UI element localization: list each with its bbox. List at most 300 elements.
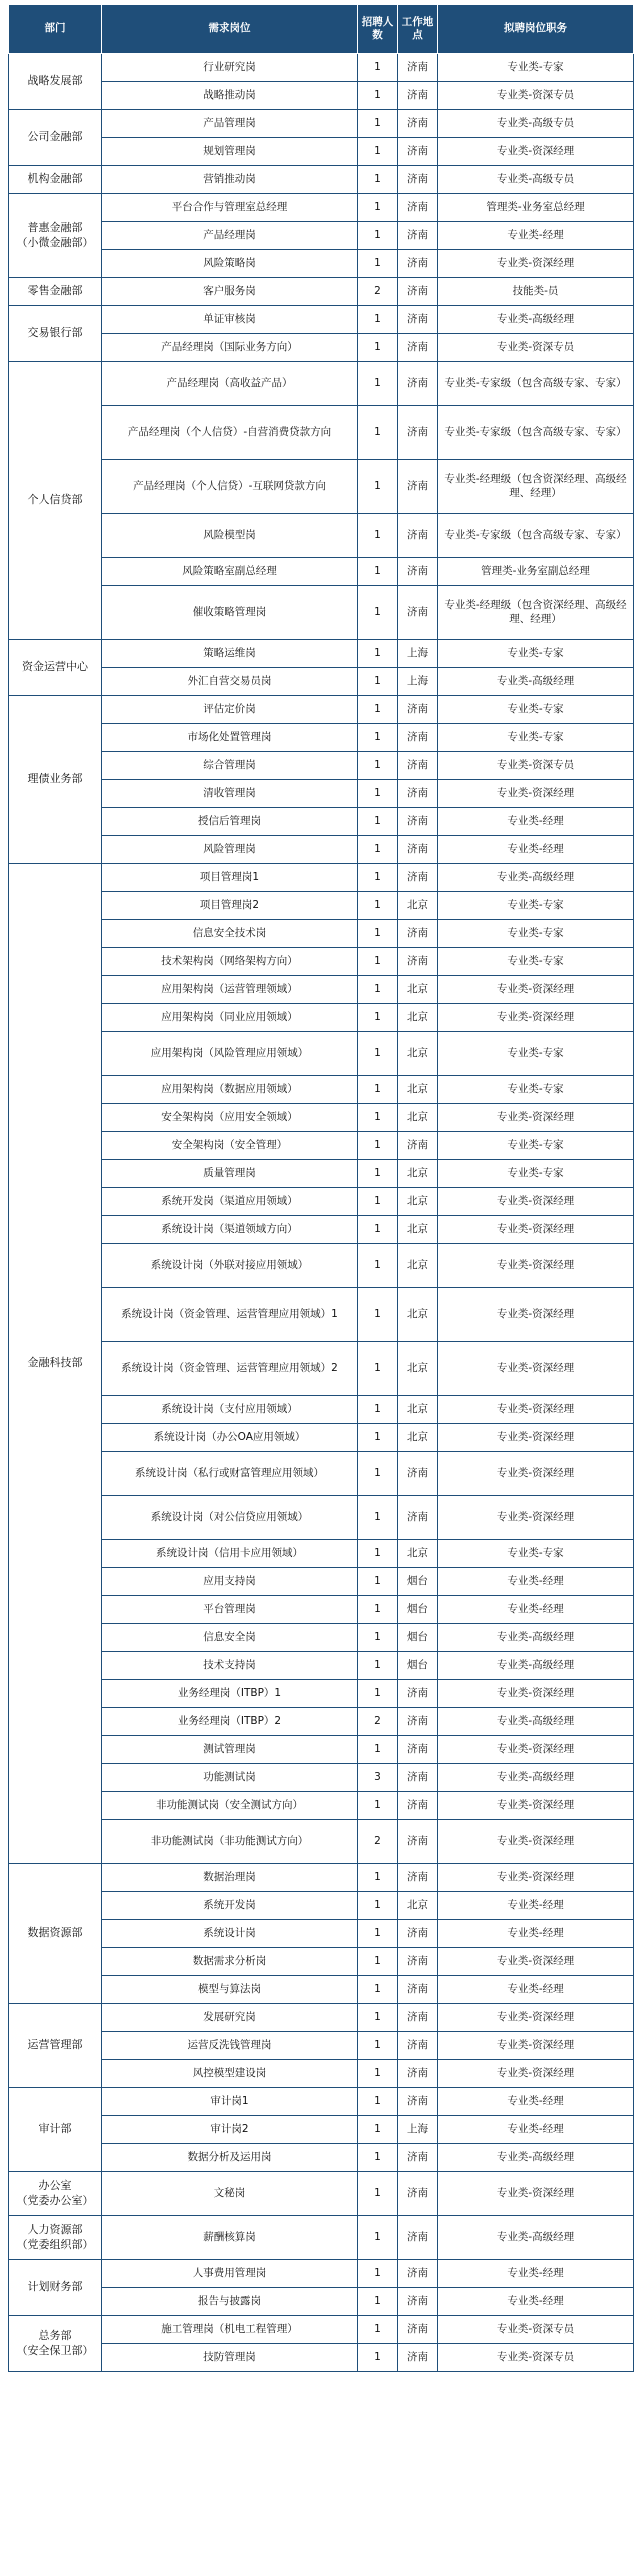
location-cell: 济南	[398, 110, 438, 138]
location-cell: 济南	[398, 138, 438, 166]
location-cell: 济南	[398, 2032, 438, 2060]
dept-cell: 人力资源部 （党委组织部）	[9, 2216, 102, 2260]
table-row	[9, 1596, 634, 1624]
count-cell: 1	[358, 892, 398, 920]
table-row	[9, 668, 634, 696]
title-cell: 专业类-经理	[438, 2260, 634, 2288]
table-row	[9, 1396, 634, 1424]
title-cell: 专业类-经理	[438, 2088, 634, 2116]
position-cell: 外汇自营交易员岗	[102, 668, 358, 696]
position-cell: 发展研究岗	[102, 2004, 358, 2032]
dept-cell: 理债业务部	[9, 696, 102, 864]
table-row	[9, 2004, 634, 2032]
position-cell: 应用架构岗（同业应用领域）	[102, 1004, 358, 1032]
table-row	[9, 2172, 634, 2216]
position-cell: 系统设计岗（资金管理、运营管理应用领域）1	[102, 1288, 358, 1342]
title-cell: 专业类-专家	[438, 892, 634, 920]
count-cell: 1	[358, 724, 398, 752]
table-row	[9, 1452, 634, 1496]
title-cell: 专业类-经理	[438, 2288, 634, 2316]
count-cell: 1	[358, 1104, 398, 1132]
count-cell: 1	[358, 1160, 398, 1188]
location-cell: 济南	[398, 1496, 438, 1540]
location-cell: 上海	[398, 2116, 438, 2144]
table-row	[9, 920, 634, 948]
count-cell: 1	[358, 1596, 398, 1624]
title-cell: 专业类-经理级（包含资深经理、高级经理、经理）	[438, 460, 634, 514]
location-cell: 北京	[398, 1424, 438, 1452]
location-cell: 济南	[398, 752, 438, 780]
table-row	[9, 1764, 634, 1792]
title-cell: 专业类-高级经理	[438, 1652, 634, 1680]
location-cell: 济南	[398, 1764, 438, 1792]
table-row	[9, 1820, 634, 1864]
table-row	[9, 780, 634, 808]
count-cell: 1	[358, 166, 398, 194]
dept-cell: 办公室 （党委办公室）	[9, 2172, 102, 2216]
title-cell: 专业类-资深专员	[438, 2316, 634, 2344]
count-cell: 3	[358, 1764, 398, 1792]
table-row	[9, 1540, 634, 1568]
title-cell: 专业类-资深专员	[438, 334, 634, 362]
title-cell: 专业类-专家	[438, 1032, 634, 1076]
count-cell: 1	[358, 1288, 398, 1342]
location-cell: 北京	[398, 1160, 438, 1188]
position-cell: 业务经理岗（ITBP）1	[102, 1680, 358, 1708]
count-cell: 1	[358, 2144, 398, 2172]
location-cell: 济南	[398, 2060, 438, 2088]
position-cell: 信息安全技术岗	[102, 920, 358, 948]
table-row	[9, 2144, 634, 2172]
title-cell: 专业类-高级专员	[438, 166, 634, 194]
table-row	[9, 1288, 634, 1342]
location-cell: 济南	[398, 2172, 438, 2216]
count-cell: 1	[358, 460, 398, 514]
count-cell: 1	[358, 2260, 398, 2288]
table-row	[9, 1216, 634, 1244]
title-cell: 专业类-高级经理	[438, 1708, 634, 1736]
title-cell: 专业类-资深经理	[438, 1424, 634, 1452]
title-cell: 专业类-高级经理	[438, 2216, 634, 2260]
position-cell: 系统开发岗	[102, 1892, 358, 1920]
position-cell: 测试管理岗	[102, 1736, 358, 1764]
position-cell: 模型与算法岗	[102, 1976, 358, 2004]
table-row	[9, 1624, 634, 1652]
position-cell: 人事费用管理岗	[102, 2260, 358, 2288]
location-cell: 济南	[398, 1680, 438, 1708]
position-cell: 催收策略管理岗	[102, 586, 358, 640]
count-cell: 1	[358, 2316, 398, 2344]
title-cell: 专业类-高级经理	[438, 1624, 634, 1652]
title-cell: 专业类-高级经理	[438, 668, 634, 696]
location-cell: 北京	[398, 1396, 438, 1424]
table-row	[9, 1948, 634, 1976]
position-cell: 产品经理岗（高收益产品）	[102, 362, 358, 406]
count-cell: 1	[358, 2288, 398, 2316]
count-cell: 1	[358, 1452, 398, 1496]
count-cell: 1	[358, 976, 398, 1004]
count-cell: 1	[358, 2060, 398, 2088]
title-cell: 专业类-资深经理	[438, 2004, 634, 2032]
count-cell: 1	[358, 1032, 398, 1076]
position-cell: 系统设计岗（支付应用领域）	[102, 1396, 358, 1424]
table-row	[9, 892, 634, 920]
title-cell: 技能类-员	[438, 278, 634, 306]
count-cell: 1	[358, 1892, 398, 1920]
title-cell: 专业类-资深经理	[438, 1948, 634, 1976]
title-cell: 专业类-经理级（包含资深经理、高级经理、经理）	[438, 586, 634, 640]
title-cell: 专业类-高级经理	[438, 864, 634, 892]
count-cell: 1	[358, 1652, 398, 1680]
location-cell: 济南	[398, 2004, 438, 2032]
title-cell: 专业类-资深经理	[438, 780, 634, 808]
count-cell: 1	[358, 1004, 398, 1032]
location-cell: 济南	[398, 836, 438, 864]
location-cell: 济南	[398, 864, 438, 892]
location-cell: 烟台	[398, 1624, 438, 1652]
position-cell: 非功能测试岗（安全测试方向）	[102, 1792, 358, 1820]
location-cell: 济南	[398, 54, 438, 82]
table-row	[9, 836, 634, 864]
count-cell: 2	[358, 1820, 398, 1864]
count-cell: 1	[358, 586, 398, 640]
table-row	[9, 460, 634, 514]
location-cell: 北京	[398, 1076, 438, 1104]
count-cell: 1	[358, 1920, 398, 1948]
location-cell: 济南	[398, 166, 438, 194]
location-cell: 北京	[398, 1540, 438, 1568]
table-row	[9, 976, 634, 1004]
location-cell: 济南	[398, 194, 438, 222]
position-cell: 安全架构岗（安全管理）	[102, 1132, 358, 1160]
location-cell: 北京	[398, 892, 438, 920]
title-cell: 专业类-资深经理	[438, 1188, 634, 1216]
table-row	[9, 2088, 634, 2116]
dept-cell: 数据资源部	[9, 1864, 102, 2004]
table-row	[9, 166, 634, 194]
count-cell: 1	[358, 1624, 398, 1652]
title-cell: 专业类-专家	[438, 1132, 634, 1160]
title-cell: 专业类-专家	[438, 696, 634, 724]
title-cell: 专业类-专家	[438, 1076, 634, 1104]
table-row	[9, 138, 634, 166]
title-cell: 专业类-高级经理	[438, 1764, 634, 1792]
table-row	[9, 558, 634, 586]
position-cell: 功能测试岗	[102, 1764, 358, 1792]
table-row	[9, 110, 634, 138]
title-cell: 专业类-资深专员	[438, 2344, 634, 2372]
table-row	[9, 1160, 634, 1188]
location-cell: 济南	[398, 250, 438, 278]
title-cell: 专业类-专家	[438, 724, 634, 752]
title-cell: 专业类-资深经理	[438, 1864, 634, 1892]
table-row	[9, 406, 634, 460]
position-cell: 应用架构岗（运营管理领域）	[102, 976, 358, 1004]
count-cell: 1	[358, 1496, 398, 1540]
dept-cell: 资金运营中心	[9, 640, 102, 696]
count-cell: 1	[358, 780, 398, 808]
table-row	[9, 1568, 634, 1596]
position-cell: 信息安全岗	[102, 1624, 358, 1652]
position-cell: 平台管理岗	[102, 1596, 358, 1624]
count-cell: 1	[358, 138, 398, 166]
count-cell: 1	[358, 696, 398, 724]
title-cell: 专业类-资深经理	[438, 1792, 634, 1820]
position-cell: 应用架构岗（风险管理应用领域）	[102, 1032, 358, 1076]
position-cell: 产品经理岗（个人信贷）-互联网贷款方向	[102, 460, 358, 514]
table-row	[9, 2344, 634, 2372]
title-cell: 专业类-资深经理	[438, 1736, 634, 1764]
count-cell: 1	[358, 1424, 398, 1452]
title-cell: 管理类-业务室总经理	[438, 194, 634, 222]
location-cell: 北京	[398, 1188, 438, 1216]
table-row	[9, 2260, 634, 2288]
position-cell: 战略推动岗	[102, 82, 358, 110]
position-cell: 营销推动岗	[102, 166, 358, 194]
table-row	[9, 54, 634, 82]
title-cell: 专业类-高级专员	[438, 110, 634, 138]
position-cell: 技术支持岗	[102, 1652, 358, 1680]
location-cell: 北京	[398, 1342, 438, 1396]
table-body	[9, 54, 634, 2372]
location-cell: 济南	[398, 2344, 438, 2372]
count-cell: 1	[358, 558, 398, 586]
table-header-row	[9, 5, 634, 54]
position-cell: 技术架构岗（网络架构方向）	[102, 948, 358, 976]
title-cell: 专业类-资深经理	[438, 1496, 634, 1540]
header-title: 拟聘岗位职务	[438, 5, 634, 54]
table-row	[9, 222, 634, 250]
title-cell: 专业类-经理	[438, 1920, 634, 1948]
table-row	[9, 334, 634, 362]
table-row	[9, 1188, 634, 1216]
table-row	[9, 2032, 634, 2060]
location-cell: 济南	[398, 724, 438, 752]
position-cell: 单证审核岗	[102, 306, 358, 334]
table-row	[9, 278, 634, 306]
table-row	[9, 1892, 634, 1920]
count-cell: 1	[358, 306, 398, 334]
position-cell: 客户服务岗	[102, 278, 358, 306]
position-cell: 产品经理岗	[102, 222, 358, 250]
position-cell: 风控模型建设岗	[102, 2060, 358, 2088]
position-cell: 系统设计岗（外联对接应用领域）	[102, 1244, 358, 1288]
table-row	[9, 1792, 634, 1820]
location-cell: 济南	[398, 1452, 438, 1496]
location-cell: 济南	[398, 780, 438, 808]
location-cell: 北京	[398, 1288, 438, 1342]
position-cell: 风险管理岗	[102, 836, 358, 864]
table-row	[9, 1342, 634, 1396]
table-row	[9, 1680, 634, 1708]
title-cell: 专业类-资深经理	[438, 1680, 634, 1708]
position-cell: 质量管理岗	[102, 1160, 358, 1188]
dept-cell: 运营管理部	[9, 2004, 102, 2088]
position-cell: 项目管理岗1	[102, 864, 358, 892]
dept-cell: 公司金融部	[9, 110, 102, 166]
count-cell: 1	[358, 2172, 398, 2216]
location-cell: 济南	[398, 278, 438, 306]
position-cell: 施工管理岗（机电工程管理）	[102, 2316, 358, 2344]
title-cell: 专业类-经理	[438, 2116, 634, 2144]
position-cell: 数据需求分析岗	[102, 1948, 358, 1976]
location-cell: 济南	[398, 1736, 438, 1764]
title-cell: 专业类-专家	[438, 1540, 634, 1568]
position-cell: 平台合作与管理室总经理	[102, 194, 358, 222]
location-cell: 济南	[398, 334, 438, 362]
count-cell: 1	[358, 2344, 398, 2372]
location-cell: 济南	[398, 558, 438, 586]
title-cell: 专业类-经理	[438, 1892, 634, 1920]
position-cell: 系统设计岗（对公信贷应用领域）	[102, 1496, 358, 1540]
table-row	[9, 2216, 634, 2260]
table-row	[9, 1104, 634, 1132]
table-row	[9, 514, 634, 558]
title-cell: 专业类-资深经理	[438, 1342, 634, 1396]
position-cell: 运营反洗钱管理岗	[102, 2032, 358, 2060]
dept-cell: 审计部	[9, 2088, 102, 2172]
count-cell: 1	[358, 1216, 398, 1244]
title-cell: 专业类-专家级（包含高级专家、专家）	[438, 514, 634, 558]
position-cell: 评估定价岗	[102, 696, 358, 724]
title-cell: 专业类-经理	[438, 836, 634, 864]
position-cell: 系统设计岗（办公OA应用领域）	[102, 1424, 358, 1452]
count-cell: 1	[358, 1948, 398, 1976]
title-cell: 专业类-专家级（包含高级专家、专家）	[438, 362, 634, 406]
location-cell: 济南	[398, 2144, 438, 2172]
table-row	[9, 2288, 634, 2316]
position-cell: 报告与披露岗	[102, 2288, 358, 2316]
title-cell: 专业类-专家	[438, 1160, 634, 1188]
table-row	[9, 586, 634, 640]
title-cell: 专业类-资深经理	[438, 2032, 634, 2060]
title-cell: 专业类-专家	[438, 948, 634, 976]
position-cell: 数据分析及运用岗	[102, 2144, 358, 2172]
table-row	[9, 808, 634, 836]
count-cell: 1	[358, 2032, 398, 2060]
location-cell: 济南	[398, 2216, 438, 2260]
count-cell: 1	[358, 1568, 398, 1596]
count-cell: 1	[358, 948, 398, 976]
table-row	[9, 1076, 634, 1104]
location-cell: 济南	[398, 920, 438, 948]
position-cell: 审计岗2	[102, 2116, 358, 2144]
position-cell: 产品管理岗	[102, 110, 358, 138]
title-cell: 专业类-资深经理	[438, 1004, 634, 1032]
title-cell: 专业类-资深经理	[438, 1452, 634, 1496]
count-cell: 1	[358, 82, 398, 110]
count-cell: 1	[358, 1976, 398, 2004]
table-row	[9, 752, 634, 780]
location-cell: 北京	[398, 1004, 438, 1032]
dept-cell: 计划财务部	[9, 2260, 102, 2316]
title-cell: 专业类-资深经理	[438, 976, 634, 1004]
location-cell: 济南	[398, 696, 438, 724]
title-cell: 专业类-资深专员	[438, 82, 634, 110]
location-cell: 济南	[398, 222, 438, 250]
title-cell: 管理类-业务室副总经理	[438, 558, 634, 586]
title-cell: 专业类-经理	[438, 808, 634, 836]
title-cell: 专业类-经理	[438, 1568, 634, 1596]
header-position: 需求岗位	[102, 5, 358, 54]
location-cell: 济南	[398, 514, 438, 558]
location-cell: 济南	[398, 1864, 438, 1892]
location-cell: 济南	[398, 1820, 438, 1864]
location-cell: 北京	[398, 1032, 438, 1076]
title-cell: 专业类-经理	[438, 222, 634, 250]
count-cell: 1	[358, 1396, 398, 1424]
location-cell: 济南	[398, 460, 438, 514]
location-cell: 济南	[398, 2288, 438, 2316]
count-cell: 1	[358, 1342, 398, 1396]
count-cell: 1	[358, 2116, 398, 2144]
location-cell: 济南	[398, 948, 438, 976]
table-row	[9, 1004, 634, 1032]
title-cell: 专业类-资深经理	[438, 2172, 634, 2216]
title-cell: 专业类-经理	[438, 1596, 634, 1624]
position-cell: 风险策略室副总经理	[102, 558, 358, 586]
count-cell: 1	[358, 920, 398, 948]
table-row	[9, 1244, 634, 1288]
title-cell: 专业类-高级经理	[438, 306, 634, 334]
location-cell: 济南	[398, 2316, 438, 2344]
position-cell: 项目管理岗2	[102, 892, 358, 920]
count-cell: 1	[358, 1680, 398, 1708]
title-cell: 专业类-资深专员	[438, 752, 634, 780]
position-cell: 产品经理岗（国际业务方向）	[102, 334, 358, 362]
table-row	[9, 948, 634, 976]
count-cell: 1	[358, 1244, 398, 1288]
table-row	[9, 724, 634, 752]
title-cell: 专业类-经理	[438, 1976, 634, 2004]
position-cell: 应用支持岗	[102, 1568, 358, 1596]
position-cell: 文秘岗	[102, 2172, 358, 2216]
dept-cell: 金融科技部	[9, 864, 102, 1864]
count-cell: 2	[358, 1708, 398, 1736]
location-cell: 北京	[398, 1244, 438, 1288]
title-cell: 专业类-资深经理	[438, 1396, 634, 1424]
location-cell: 烟台	[398, 1568, 438, 1596]
position-cell: 规划管理岗	[102, 138, 358, 166]
count-cell: 1	[358, 362, 398, 406]
table-row	[9, 2116, 634, 2144]
header-location: 工作地点	[398, 5, 438, 54]
title-cell: 专业类-专家级（包含高级专家、专家）	[438, 406, 634, 460]
count-cell: 1	[358, 2004, 398, 2032]
location-cell: 济南	[398, 1920, 438, 1948]
recruitment-table	[8, 4, 634, 2372]
dept-cell: 交易银行部	[9, 306, 102, 362]
position-cell: 清收管理岗	[102, 780, 358, 808]
title-cell: 专业类-资深经理	[438, 1244, 634, 1288]
header-dept: 部门	[9, 5, 102, 54]
count-cell: 1	[358, 1188, 398, 1216]
table-row	[9, 1132, 634, 1160]
position-cell: 产品经理岗（个人信贷）-自营消费贷款方向	[102, 406, 358, 460]
position-cell: 系统开发岗（渠道应用领域）	[102, 1188, 358, 1216]
count-cell: 1	[358, 222, 398, 250]
location-cell: 济南	[398, 2260, 438, 2288]
dept-cell: 个人信贷部	[9, 362, 102, 640]
title-cell: 专业类-专家	[438, 640, 634, 668]
count-cell: 1	[358, 1076, 398, 1104]
location-cell: 烟台	[398, 1596, 438, 1624]
location-cell: 北京	[398, 976, 438, 1004]
table-row	[9, 2060, 634, 2088]
count-cell: 1	[358, 640, 398, 668]
position-cell: 业务经理岗（ITBP）2	[102, 1708, 358, 1736]
table-row	[9, 1864, 634, 1892]
